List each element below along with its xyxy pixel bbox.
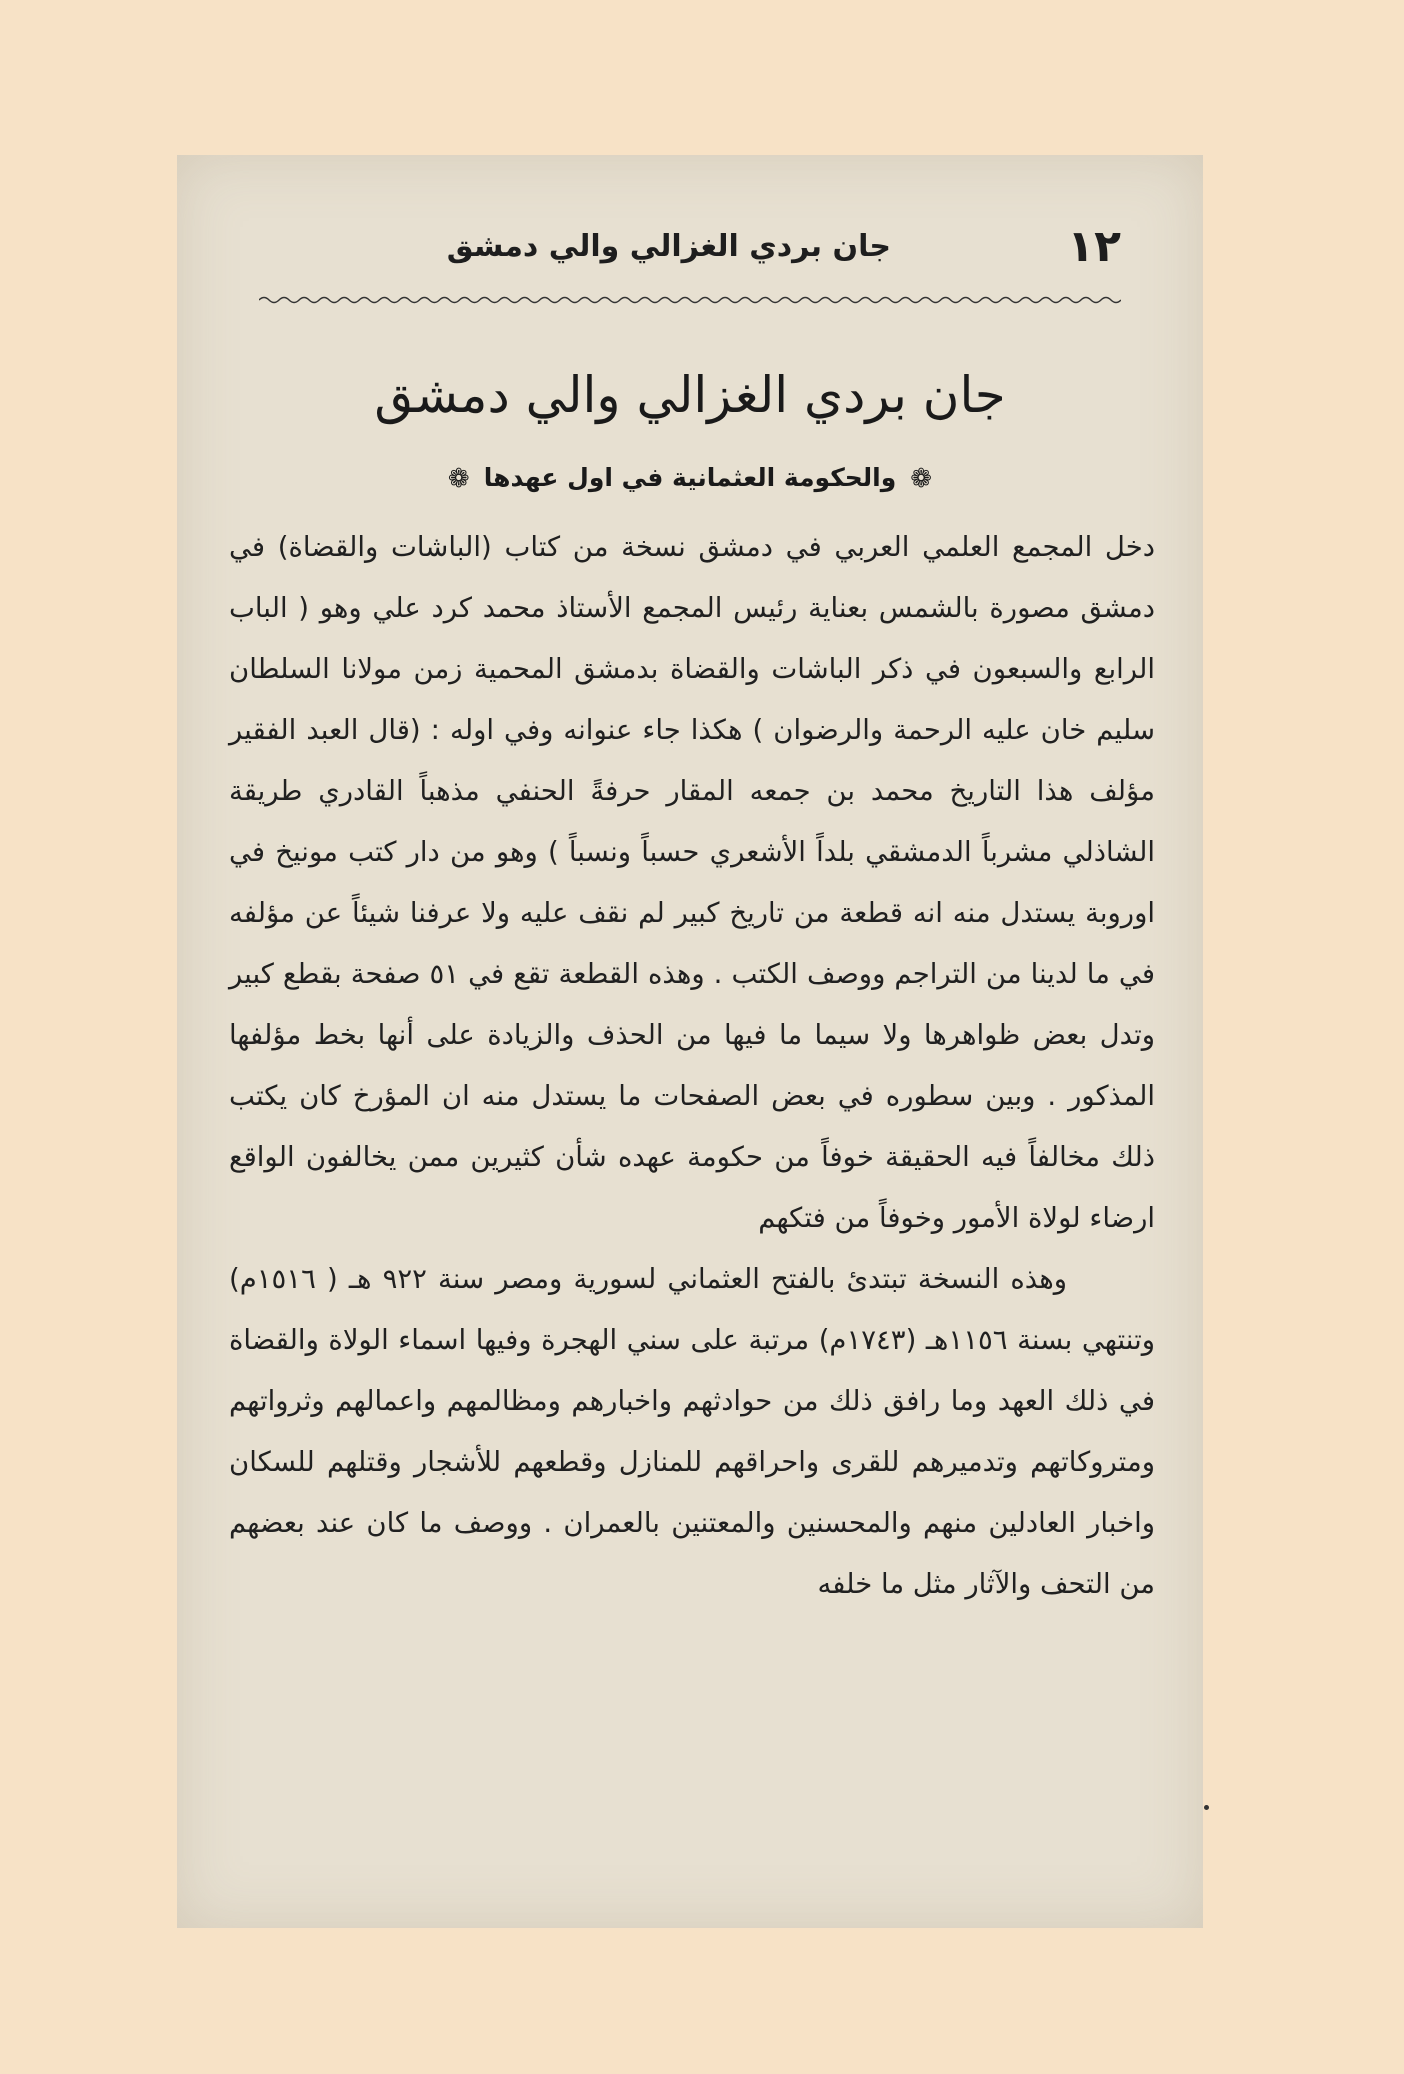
article-body bbox=[229, 517, 1155, 1615]
article-subtitle: والحكومة العثمانية في اول عهدها bbox=[483, 463, 897, 492]
page-header bbox=[259, 217, 1121, 277]
article-title: جان بردي الغزالي والي دمشق bbox=[374, 366, 1006, 424]
paragraph: وهذه النسخة تبتدئ بالفتح العثماني لسورية ومصر سنة ٩٢٢ هـ ( ١٥١٦م) وتنتهي بسنة ١١٥٦هـ (١٧٤٣م) مرتبة على سني الهجرة وفيها اسماء الولاة والقضاة في ذلك العهد وما رافق ذلك من حوادثهم واخبارهم ومظالمهم واعمالهم وثرواتهم ومتروكاتهم وتدميرهم للقرى واحراقهم للمنازل وقطعهم للأشجار وقتلهم للسكان واخبار العادلين منهم والمحسنين والمعتنين بالعمران . ووصف ما كان عند بعضهم من التحف والآثار مثل ما خلفه bbox=[229, 1263, 1156, 1600]
ornament-icon: ❁ bbox=[447, 464, 470, 494]
page-number: ١٢ bbox=[1067, 221, 1121, 272]
book-page bbox=[177, 155, 1203, 1928]
wavy-rule bbox=[259, 295, 1121, 305]
ornament-icon: ❁ bbox=[910, 464, 933, 494]
article-subtitle-line bbox=[237, 453, 1143, 504]
running-head: جان بردي الغزالي والي دمشق bbox=[446, 229, 891, 264]
margin-mark bbox=[1204, 1805, 1209, 1810]
paragraph: دخل المجمع العلمي العربي في دمشق نسخة من كتاب (الباشات والقضاة) في دمشق مصورة بالشمس بعناية رئيس المجمع الأستاذ محمد كرد علي وهو ( الباب الرابع والسبعون في ذكر الباشات والقضاة بدمشق المحمية زمن مولانا السلطان سليم خان عليه الرحمة والرضوان ) هكذا جاء عنوانه وفي اوله : (قال العبد الفقير مؤلف هذا التاريخ محمد بن جمعه المقار حرفةً الحنفي مذهباً القادري طريقة الشاذلي مشرباً الدمشقي بلداً الأشعري حسباً ونسباً ) وهو من دار كتب مونيخ في اوروبة يستدل منه انه قطعة من تاريخ كبير لم نقف عليه ولا عرفنا شيئاً عن مؤلفه في ما لدينا من التراجم ووصف الكتب . وهذه القطعة تقع في ٥١ صفحة بقطع كبير وتدل بعض ظواهرها ولا سيما ما فيها من الحذف والزيادة على أنها بخط مؤلفها المذكور . وبين سطوره في بعض الصفحات ما يستدل منه ان المؤرخ كان يكتب ذلك مخالفاً فيه الحقيقة خوفاً من حكومة عهده شأن كثيرين ممن يخالفون الواقع ارضاء لولاة الأمور وخوفاً من فتكهم bbox=[229, 531, 1155, 1234]
